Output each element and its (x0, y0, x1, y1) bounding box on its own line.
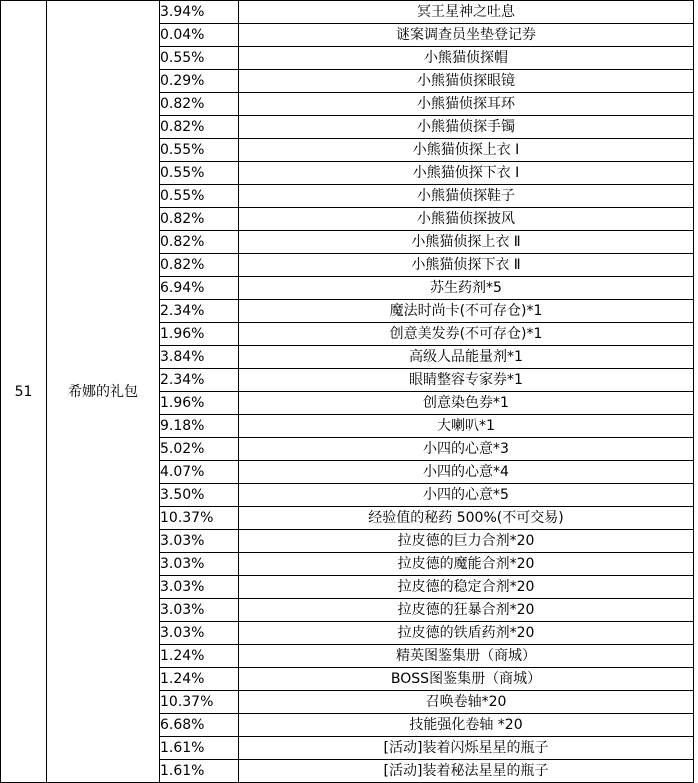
item-name-cell: 拉皮德的狂暴合剂*20 (239, 599, 694, 622)
item-name-cell: 小熊猫侦探鞋子 (239, 185, 694, 208)
item-name-cell: 冥王星神之吐息 (239, 1, 694, 24)
rate-cell: 1.96% (160, 392, 239, 415)
group-number-cell: 51 (1, 1, 47, 783)
table-body (1, 1, 694, 783)
item-name-cell: 眼睛整容专家券*1 (239, 369, 694, 392)
rate-cell: 0.82% (160, 208, 239, 231)
rate-cell: 3.03% (160, 599, 239, 622)
rate-cell: 0.82% (160, 116, 239, 139)
item-name-cell: 魔法时尚卡(不可存仓)*1 (239, 300, 694, 323)
rate-cell: 10.37% (160, 691, 239, 714)
rate-cell: 0.82% (160, 93, 239, 116)
item-name-cell: 小熊猫侦探上衣 Ⅱ (239, 231, 694, 254)
rate-cell: 6.94% (160, 277, 239, 300)
item-name-cell: 高级人品能量剂*1 (239, 346, 694, 369)
rate-cell: 0.04% (160, 24, 239, 47)
rate-cell: 1.96% (160, 323, 239, 346)
table-row (1, 1, 694, 24)
item-name-cell: 创意染色券*1 (239, 392, 694, 415)
group-name-cell: 希娜的礼包 (47, 1, 160, 783)
item-name-cell: 召唤卷轴*20 (239, 691, 694, 714)
rate-cell: 4.07% (160, 461, 239, 484)
rate-cell: 0.55% (160, 47, 239, 70)
rate-cell: 3.50% (160, 484, 239, 507)
item-name-cell: 小熊猫侦探下衣 Ⅰ (239, 162, 694, 185)
rate-cell: 1.61% (160, 737, 239, 760)
item-name-cell: [活动]装着闪烁星星的瓶子 (239, 737, 694, 760)
item-name-cell: 小四的心意*5 (239, 484, 694, 507)
item-name-cell: 拉皮德的稳定合剂*20 (239, 576, 694, 599)
rate-cell: 0.55% (160, 162, 239, 185)
item-name-cell: 小四的心意*4 (239, 461, 694, 484)
rate-cell: 2.34% (160, 300, 239, 323)
item-name-cell: 经验值的秘药 500%(不可交易) (239, 507, 694, 530)
rate-cell: 3.94% (160, 1, 239, 24)
item-name-cell: 精英图鉴集册（商城） (239, 645, 694, 668)
item-name-cell: 小熊猫侦探披风 (239, 208, 694, 231)
rate-cell: 0.82% (160, 231, 239, 254)
item-name-cell: 苏生药剂*5 (239, 277, 694, 300)
rate-cell: 0.82% (160, 254, 239, 277)
item-name-cell: 小熊猫侦探上衣 Ⅰ (239, 139, 694, 162)
rate-cell: 6.68% (160, 714, 239, 737)
rate-cell: 3.84% (160, 346, 239, 369)
item-name-cell: BOSS图鉴集册（商城） (239, 668, 694, 691)
item-name-cell: 拉皮德的铁盾药剂*20 (239, 622, 694, 645)
item-name-cell: [活动]装着秘法星星的瓶子 (239, 760, 694, 783)
rate-cell: 3.03% (160, 553, 239, 576)
rate-cell: 3.03% (160, 622, 239, 645)
item-name-cell: 小熊猫侦探帽 (239, 47, 694, 70)
item-name-cell: 拉皮德的魔能合剂*20 (239, 553, 694, 576)
rate-cell: 1.24% (160, 668, 239, 691)
rate-cell: 3.03% (160, 576, 239, 599)
item-name-cell: 小熊猫侦探手镯 (239, 116, 694, 139)
rate-cell: 0.29% (160, 70, 239, 93)
item-name-cell: 小熊猫侦探眼镜 (239, 70, 694, 93)
rate-cell: 3.03% (160, 530, 239, 553)
item-name-cell: 拉皮德的巨力合剂*20 (239, 530, 694, 553)
rate-cell: 2.34% (160, 369, 239, 392)
item-name-cell: 创意美发券(不可存仓)*1 (239, 323, 694, 346)
item-name-cell: 小熊猫侦探下衣 Ⅱ (239, 254, 694, 277)
rate-cell: 0.55% (160, 139, 239, 162)
rate-cell: 1.24% (160, 645, 239, 668)
item-name-cell: 技能强化卷轴 *20 (239, 714, 694, 737)
item-name-cell: 小四的心意*3 (239, 438, 694, 461)
rate-cell: 10.37% (160, 507, 239, 530)
rate-cell: 5.02% (160, 438, 239, 461)
item-name-cell: 谜案调查员坐垫登记券 (239, 24, 694, 47)
rate-cell: 1.61% (160, 760, 239, 783)
rate-cell: 9.18% (160, 415, 239, 438)
item-name-cell: 大喇叭*1 (239, 415, 694, 438)
rate-cell: 0.55% (160, 185, 239, 208)
item-name-cell: 小熊猫侦探耳环 (239, 93, 694, 116)
